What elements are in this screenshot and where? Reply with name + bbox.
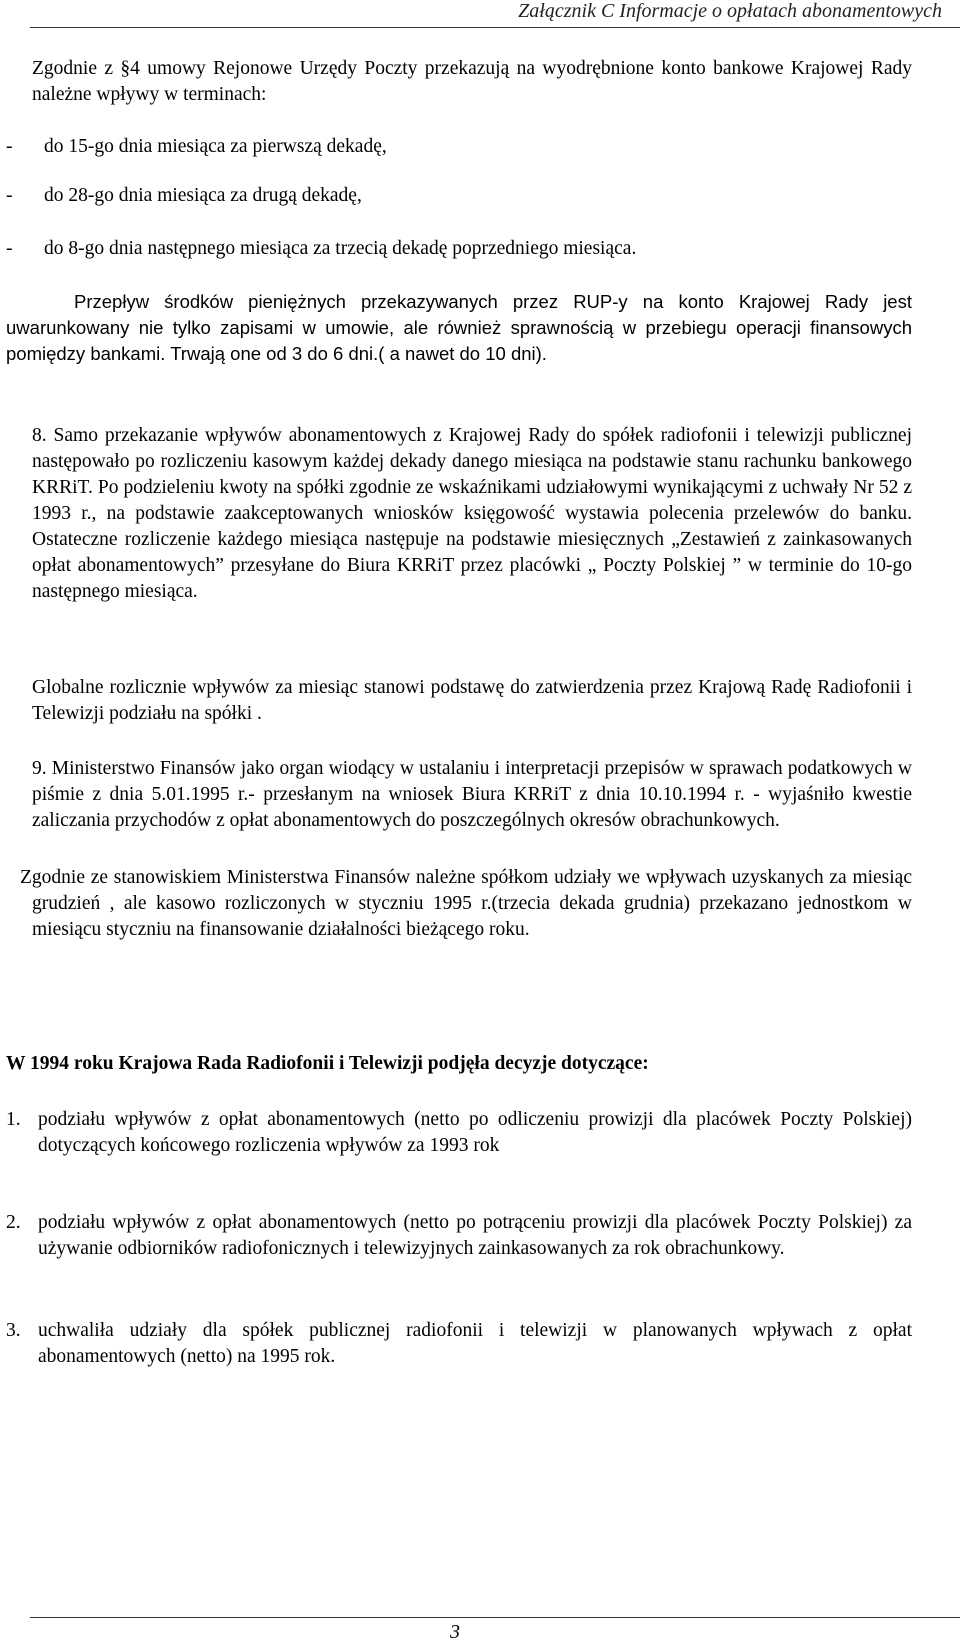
list-item — [6, 236, 636, 262]
global-settlement-paragraph: Globalne rozlicznie wpływów za miesiąc stanowi podstawę do zatwierdzenia przez Krajową Radę Radiofonii i Telewizji podziału na spółki . — [32, 677, 912, 724]
list-item-text: podziału wpływów z opłat abonamentowych (netto po odliczeniu prowizji dla placówek Poczty Polskiej) dotyczących końcowego rozliczenia wpływów za 1993 rok — [38, 1109, 912, 1156]
dash-marker: - — [6, 136, 13, 157]
list-item — [6, 1210, 912, 1262]
header-rule — [30, 27, 960, 28]
point-8-paragraph: 8. Samo przekazanie wpływów abonamentowych z Krajowej Rady do spółek radiofonii i telewizji publicznej następowało po rozliczeniu kasowym każdej dekady danego miesiąca na podstawie stanu rachunku bankowego KRRiT. Po podzieleniu kwoty na spółki zgodnie ze wskaźnikami udziałowymi wynikającymi z uchwały Nr 52 z 1993 r., na podstawie zaakceptowanych wniosków księgowość wystawia polecenia przelewów do banku. Ostateczne rozliczenie każdego miesiąca następuje na podstawie miesięcznych „Zestawień z zainkasowanych opłat abonamentowych” przesyłane do Biura KRRiT przez placówki „ Poczty Polskiej ” w terminie do 10-go następnego miesiąca. — [32, 425, 912, 602]
list-item — [6, 1107, 912, 1159]
ministry-position-paragraph: Zgodnie ze stanowiskiem Ministerstwa Finansów należne spółkom udziały we wpływach uzyskanych za miesiąc grudzień , ale kasowo rozliczonych w styczniu 1995 r.(trzecia dekada grudnia) przekazano jednostkom w miesiącu styczniu na finansowanie działalności bieżącego roku. — [20, 867, 912, 940]
cash-flow-paragraph: Przepływ środków pieniężnych przekazywanych przez RUP-y na konto Krajowej Rady jest uwarunkowany nie tylko zapisami w umowie, ale również sprawnością w przebiegu operacji finansowych pomiędzy bankami. Trwają one od 3 do 6 dni.( a nawet do 10 dni). — [6, 291, 912, 364]
page-number: 3 — [450, 1621, 460, 1643]
dash-marker: - — [6, 238, 13, 259]
list-number: 1. — [6, 1109, 21, 1130]
point-9-paragraph: 9. Ministerstwo Finansów jako organ wiodący w ustalaniu i interpretacji przepisów w sprawach podatkowych w piśmie z dnia 5.01.1995 r.- przesłanym na wniosek Biura KRRiT z dnia 10.10.1994 r. - wyjaśniło kwestie zaliczania przychodów z opłat abonamentowych do poszczególnych okresów obrachunkowych. — [32, 758, 912, 831]
list-item-text: do 15-go dnia miesiąca za pierwszą dekadę, — [44, 136, 387, 157]
list-item — [6, 1318, 912, 1370]
dash-marker: - — [6, 185, 13, 206]
intro-paragraph: Zgodnie z §4 umowy Rejonowe Urzędy Poczty przekazują na wyodrębnione konto bankowe Krajowej Rady należne wpływy w terminach: — [32, 58, 912, 105]
list-item-text: uchwaliła udziały dla spółek publicznej radiofonii i telewizji w planowanych wpływach z opłat abonamentowych (netto) na 1995 rok. — [38, 1320, 912, 1367]
list-item — [6, 134, 387, 160]
decisions-heading: W 1994 roku Krajowa Rada Radiofonii i Telewizji podjęła decyzje dotyczące: — [6, 1053, 649, 1074]
page-header: Załącznik C Informacje o opłatach abonamentowych — [518, 0, 942, 22]
list-number: 3. — [6, 1320, 21, 1341]
list-number: 2. — [6, 1212, 21, 1233]
list-item-text: podziału wpływów z opłat abonamentowych (netto po potrąceniu prowizji dla placówek Poczty Polskiej) za używanie odbiorników radiofonicznych i telewizyjnych zainkasowanych za rok obrachunkowy. — [38, 1212, 912, 1259]
list-item — [6, 183, 362, 209]
list-item-text: do 8-go dnia następnego miesiąca za trzecią dekadę poprzedniego miesiąca. — [44, 238, 637, 259]
list-item-text: do 28-go dnia miesiąca za drugą dekadę, — [44, 185, 362, 206]
footer-rule — [30, 1617, 960, 1618]
